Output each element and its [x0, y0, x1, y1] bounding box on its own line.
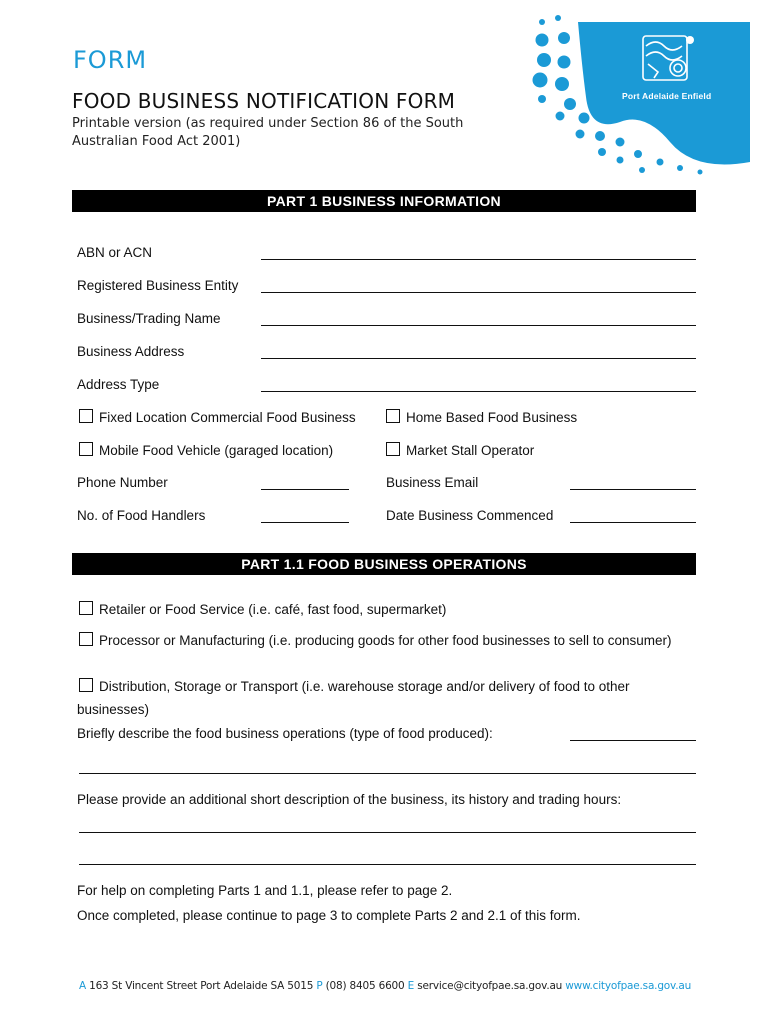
distribution-label: Distribution, Storage or Transport (i.e. warehouse storage and/or delivery of food to other businesses) [77, 679, 630, 717]
processor-option[interactable] [77, 629, 702, 652]
footer-email[interactable]: service@cityofpae.sa.gov.au [417, 980, 563, 992]
mobile-vehicle-option[interactable] [79, 442, 333, 458]
additional-description-field-2[interactable] [79, 864, 696, 865]
retailer-option[interactable] [79, 601, 446, 617]
footer-address-key: A [78, 980, 86, 992]
email-field[interactable] [570, 489, 696, 490]
food-handlers-field[interactable] [261, 522, 349, 523]
email-label: Business Email [386, 475, 479, 490]
phone-field[interactable] [261, 489, 349, 490]
part11-heading: PART 1.1 FOOD BUSINESS OPERATIONS [72, 553, 696, 575]
fixed-location-label: Fixed Location Commercial Food Business [99, 410, 356, 425]
home-based-label: Home Based Food Business [406, 410, 578, 425]
distribution-checkbox[interactable] [79, 678, 93, 692]
describe-operations-field-2[interactable] [79, 773, 696, 774]
food-handlers-label: No. of Food Handlers [77, 508, 206, 523]
additional-description-label: Please provide an additional short description of the business, its history and trading hours: [77, 792, 622, 807]
form-label: FORM [73, 46, 148, 74]
market-stall-option[interactable] [386, 442, 534, 458]
describe-operations-label: Briefly describe the food business operations (type of food produced): [77, 726, 493, 741]
page-title: FOOD BUSINESS NOTIFICATION FORM [72, 89, 456, 113]
phone-label: Phone Number [77, 475, 168, 490]
home-based-option[interactable] [386, 409, 577, 425]
footer-website[interactable]: www.cityofpae.sa.gov.au [565, 980, 692, 992]
business-address-field[interactable] [261, 358, 696, 359]
date-commenced-label: Date Business Commenced [386, 508, 554, 523]
trading-name-field[interactable] [261, 325, 696, 326]
market-stall-checkbox[interactable] [386, 442, 400, 456]
additional-description-field[interactable] [79, 832, 696, 833]
mobile-vehicle-label: Mobile Food Vehicle (garaged location) [99, 443, 334, 458]
address-type-label: Address Type [77, 377, 160, 392]
help-text: For help on completing Parts 1 and 1.1, please refer to page 2. [77, 883, 453, 898]
abn-label: ABN or ACN [77, 245, 153, 260]
registered-entity-field[interactable] [261, 292, 696, 293]
business-address-label: Business Address [77, 344, 185, 359]
market-stall-label: Market Stall Operator [406, 443, 535, 458]
footer-address: 163 St Vincent Street Port Adelaide SA 5015 [89, 980, 314, 992]
address-type-field[interactable] [261, 391, 696, 392]
processor-checkbox[interactable] [79, 632, 93, 646]
describe-operations-field[interactable] [570, 740, 696, 741]
footer-contact [0, 980, 770, 992]
registered-entity-label: Registered Business Entity [77, 278, 239, 293]
distribution-option[interactable] [77, 675, 702, 721]
retailer-checkbox[interactable] [79, 601, 93, 615]
mobile-vehicle-checkbox[interactable] [79, 442, 93, 456]
fixed-location-option[interactable] [79, 409, 356, 425]
abn-field[interactable] [261, 259, 696, 260]
footer-phone-key: P [316, 980, 323, 992]
fixed-location-checkbox[interactable] [79, 409, 93, 423]
footer-phone: (08) 8405 6600 [325, 980, 405, 992]
home-based-checkbox[interactable] [386, 409, 400, 423]
page-subtitle: Printable version (as required under Section 86 of the South Australian Food Act 2001) [72, 116, 464, 149]
processor-label: Processor or Manufacturing (i.e. producing goods for other food businesses to sell to consumer) [99, 633, 672, 648]
continue-text: Once completed, please continue to page 3 to complete Parts 2 and 2.1 of this form. [77, 908, 581, 923]
part1-heading: PART 1 BUSINESS INFORMATION [72, 190, 696, 212]
trading-name-label: Business/Trading Name [77, 311, 221, 326]
footer-email-key: E [407, 980, 415, 992]
date-commenced-field[interactable] [570, 522, 696, 523]
retailer-label: Retailer or Food Service (i.e. café, fast food, supermarket) [99, 602, 447, 617]
logo-text: Port Adelaide Enfield [622, 91, 712, 101]
